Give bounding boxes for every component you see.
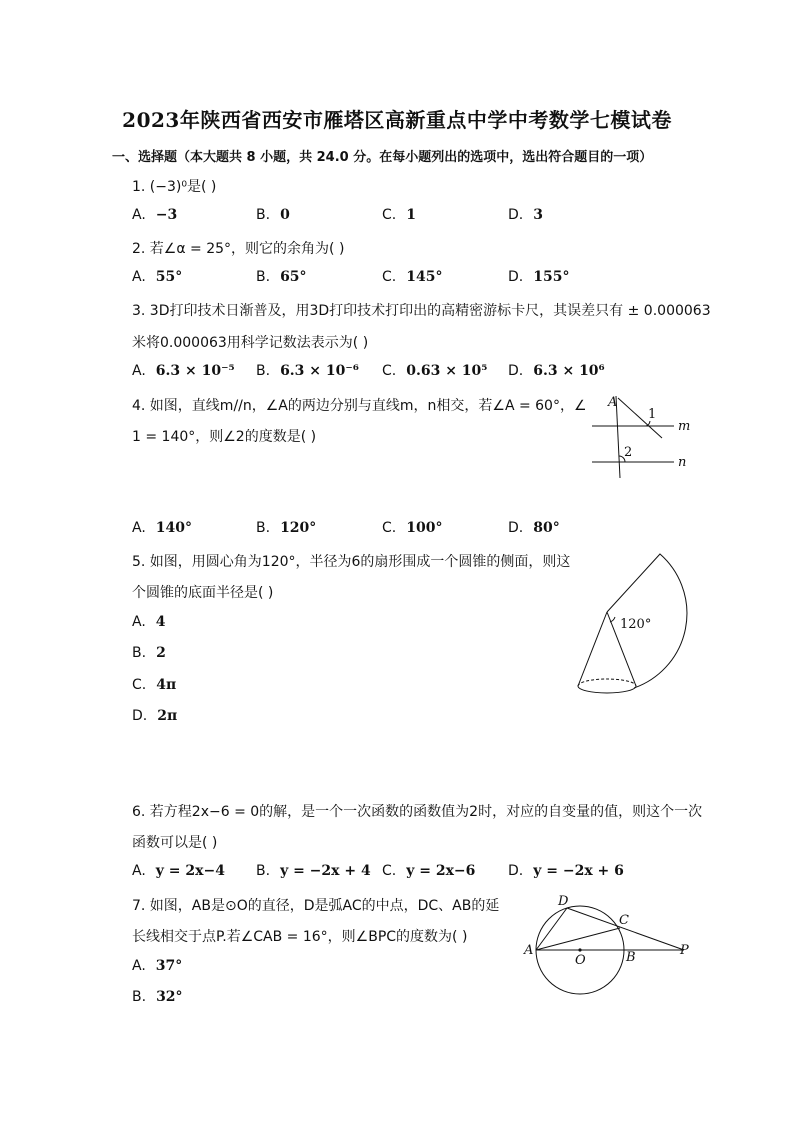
option-a[interactable]: A. y = 2x−4 (132, 863, 225, 879)
option-b[interactable]: B. 120° (256, 520, 317, 536)
label-d: D (558, 894, 569, 909)
center-point (578, 948, 581, 951)
label-2: 2 (624, 445, 633, 460)
question-6-stem-line-1: 6. 若方程2x−6 = 0的解，是一个一次函数的函数值为2时，对应的自变量的值，则这个一次 (132, 804, 703, 820)
question-5-figure (570, 548, 720, 708)
label-a: A (608, 395, 618, 410)
label-c: C (619, 913, 629, 928)
question-4-options (132, 520, 652, 540)
option-b[interactable]: B. 32° (132, 989, 183, 1005)
option-d[interactable]: D. 2π (132, 708, 178, 724)
option-a[interactable]: A. 4 (132, 614, 166, 630)
option-a[interactable]: A. 6.3 × 10⁻⁵ (132, 363, 235, 379)
option-c[interactable]: C. 1 (382, 207, 416, 223)
label-m: m (678, 419, 691, 434)
section-heading: 一、选择题（本大题共 8 小题，共 24.0 分。在每小题列出的选项中，选出符合题目的一项） (112, 150, 653, 165)
question-3-stem-line-2: 米将0.000063用科学记数法表示为( ) (132, 335, 369, 351)
option-c[interactable]: C. 145° (382, 269, 443, 285)
question-4-stem-line-1: 4. 如图，直线m//n，∠A的两边分别与直线m，n相交，若∠A = 60°，∠ (132, 398, 587, 414)
cone-base-back (578, 679, 636, 686)
option-b[interactable]: B. 0 (256, 207, 290, 223)
option-c[interactable]: C. 0.63 × 10⁵ (382, 363, 488, 379)
page-title: 2023年陕西省西安市雁塔区高新重点中学中考数学七模试卷 (122, 108, 672, 132)
cone-base-front (578, 686, 636, 693)
label-1: 1 (648, 407, 657, 422)
option-d[interactable]: D. 80° (508, 520, 560, 536)
option-b[interactable]: B. y = −2x + 4 (256, 863, 371, 879)
chord-ac (536, 928, 620, 950)
sector-angle-label: 120° (620, 617, 652, 632)
question-7-stem-line-1: 7. 如图，AB是⊙O的直径，D是弧AC的中点，DC、AB的延 (132, 898, 500, 914)
option-c[interactable]: C. 100° (382, 520, 443, 536)
question-6-stem-line-2: 函数可以是( ) (132, 835, 218, 851)
question-3-stem-line-1: 3. 3D打印技术日渐普及，用3D打印技术打印出的高精密游标卡尺，其误差只有 ± 0.000063 (132, 303, 711, 319)
question-3-options (132, 363, 652, 383)
chord-ad (536, 908, 567, 950)
option-d[interactable]: D. y = −2x + 6 (508, 863, 624, 879)
question-1-stem: 1. (−3)⁰是( ) (132, 179, 217, 195)
label-o: O (575, 953, 586, 968)
question-1-options (132, 207, 652, 227)
question-7-stem-line-2: 长线相交于点P.若∠CAB = 16°，则∠BPC的度数为( ) (132, 929, 468, 945)
question-4-figure (588, 390, 698, 485)
option-a[interactable]: A. 55° (132, 269, 183, 285)
option-b[interactable]: B. 65° (256, 269, 307, 285)
question-7-figure (520, 890, 700, 1000)
label-a: A (524, 943, 534, 958)
option-a[interactable]: A. 37° (132, 958, 183, 974)
label-p: P (680, 943, 689, 958)
question-5-stem-line-2: 个圆锥的底面半径是( ) (132, 585, 274, 601)
label-b: B (626, 950, 636, 965)
question-6-options (132, 863, 652, 883)
option-d[interactable]: D. 155° (508, 269, 570, 285)
cone-left-edge (578, 612, 607, 686)
option-d[interactable]: D. 3 (508, 207, 543, 223)
question-5-stem-line-1: 5. 如图，用圆心角为120°，半径为6的扇形围成一个圆锥的侧面，则这 (132, 554, 571, 570)
option-c[interactable]: C. 4π (132, 677, 177, 693)
question-4-stem-line-2: 1 = 140°，则∠2的度数是( ) (132, 429, 317, 445)
option-a[interactable]: A. −3 (132, 207, 178, 223)
option-a[interactable]: A. 140° (132, 520, 193, 536)
question-2-stem: 2. 若∠α = 25°，则它的余角为( ) (132, 241, 345, 257)
question-2-options (132, 269, 652, 289)
option-b[interactable]: B. 2 (132, 645, 166, 661)
option-c[interactable]: C. y = 2x−6 (382, 863, 476, 879)
option-b[interactable]: B. 6.3 × 10⁻⁶ (256, 363, 359, 379)
label-n: n (678, 455, 687, 470)
option-d[interactable]: D. 6.3 × 10⁶ (508, 363, 605, 379)
